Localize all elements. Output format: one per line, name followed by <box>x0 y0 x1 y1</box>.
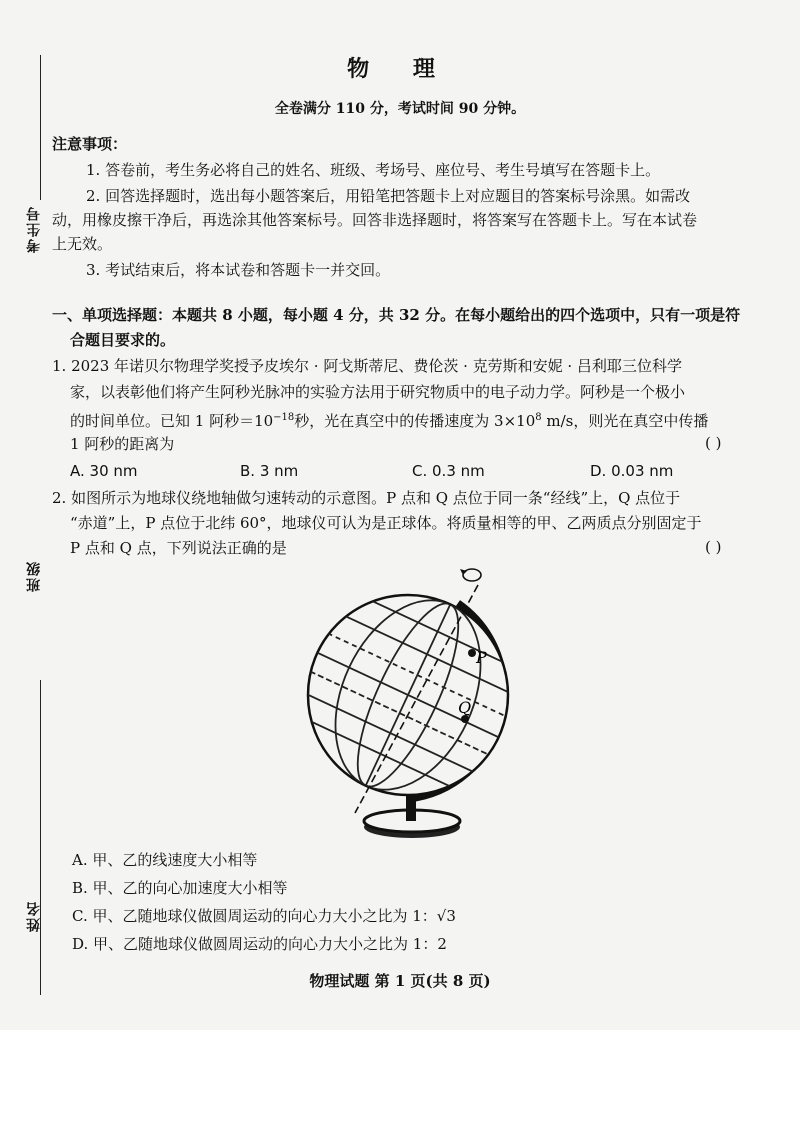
exam-number-label: 考生号 <box>26 205 42 253</box>
q2-option-b: B. 甲、乙的向心加速度大小相等 <box>72 879 288 897</box>
notice-item-1: 1. 答卷前，考生务必将自己的姓名、班级、考场号、座位号、考生号填写在答题卡上。 <box>86 161 661 179</box>
notice-item-2-line1: 2. 回答选择题时，选出每小题答案后，用铅笔把答题卡上对应题目的答案标号涂黑。如需改 <box>86 187 691 205</box>
point-q-label: Q <box>458 698 472 717</box>
section-heading-line1: 一、单项选择题：本题共 8 小题，每小题 4 分，共 32 分。在每小题给出的四个选项中，只有一项是符 <box>52 306 741 324</box>
q2-answer-blank: ( ) <box>705 538 722 556</box>
q2-option-c: C. 甲、乙随地球仪做圆周运动的向心力大小之比为 1：√3 <box>72 907 456 925</box>
q1-answer-blank: ( ) <box>705 434 722 452</box>
q2-line1: 2. 如图所示为地球仪绕地轴做匀速转动的示意图。P 点和 Q 点位于同一条“经线”上，Q 点位于 <box>52 489 681 507</box>
page-footer: 物理试题 第 1 页(共 8 页) <box>309 972 491 990</box>
globe-figure <box>300 555 530 845</box>
q2-line2: “赤道”上，P 点位于北纬 60°，地球仪可认为是正球体。将质量相等的甲、乙两质点分别固定于 <box>70 514 702 532</box>
name-label: 姓名 <box>26 900 42 932</box>
notice-item-2-line2: 动，用橡皮擦干净后，再选涂其他答案标号。回答非选择题时，将答案写在答题卡上。写在本试卷 <box>52 211 698 229</box>
q1-line3: 的时间单位。已知 1 阿秒$=10^{-18}$秒，光在真空中的传播速度为 $3\times 10^8$ m/s，则光在真空中传播 <box>70 412 709 430</box>
exam-info: 全卷满分 110 分，考试时间 90 分钟。 <box>274 101 526 117</box>
page-title: 物 理 <box>347 56 453 82</box>
q2-option-d: D. 甲、乙随地球仪做圆周运动的向心力大小之比为 1：2 <box>72 935 447 953</box>
notice-heading: 注意事项： <box>52 135 128 153</box>
q1-line1: 1. 2023 年诺贝尔物理学奖授予皮埃尔 · 阿戈斯蒂尼、费伦茨 · 克劳斯和安妮 · 吕利耶三位科学 <box>52 357 682 375</box>
q1-line2: 家，以表彰他们将产生阿秒光脉冲的实验方法用于研究物质中的电子动力学。阿秒是一个极小 <box>70 383 686 401</box>
margin-line-middle <box>40 680 41 880</box>
page-bottom-blank <box>0 1030 800 1132</box>
notice-item-3: 3. 考试结束后，将本试卷和答题卡一并交回。 <box>86 261 391 279</box>
q1-option-d: D. 0.03 nm <box>590 462 674 480</box>
q1-option-a: A. 30 nm <box>70 462 138 480</box>
q1-line4: 1 阿秒的距离为 <box>70 435 175 453</box>
q2-line3: P 点和 Q 点，下列说法正确的是 <box>70 539 287 557</box>
q1-option-b: B. 3 nm <box>240 462 299 480</box>
point-p-label: P <box>476 648 487 667</box>
q1-option-c: C. 0.3 nm <box>412 462 485 480</box>
section-heading-line2: 合题目要求的。 <box>70 331 176 349</box>
class-label: 班级 <box>26 560 42 592</box>
notice-item-2-line3: 上无效。 <box>52 235 113 253</box>
q2-option-a: A. 甲、乙的线速度大小相等 <box>72 851 258 869</box>
point-p <box>468 649 476 657</box>
